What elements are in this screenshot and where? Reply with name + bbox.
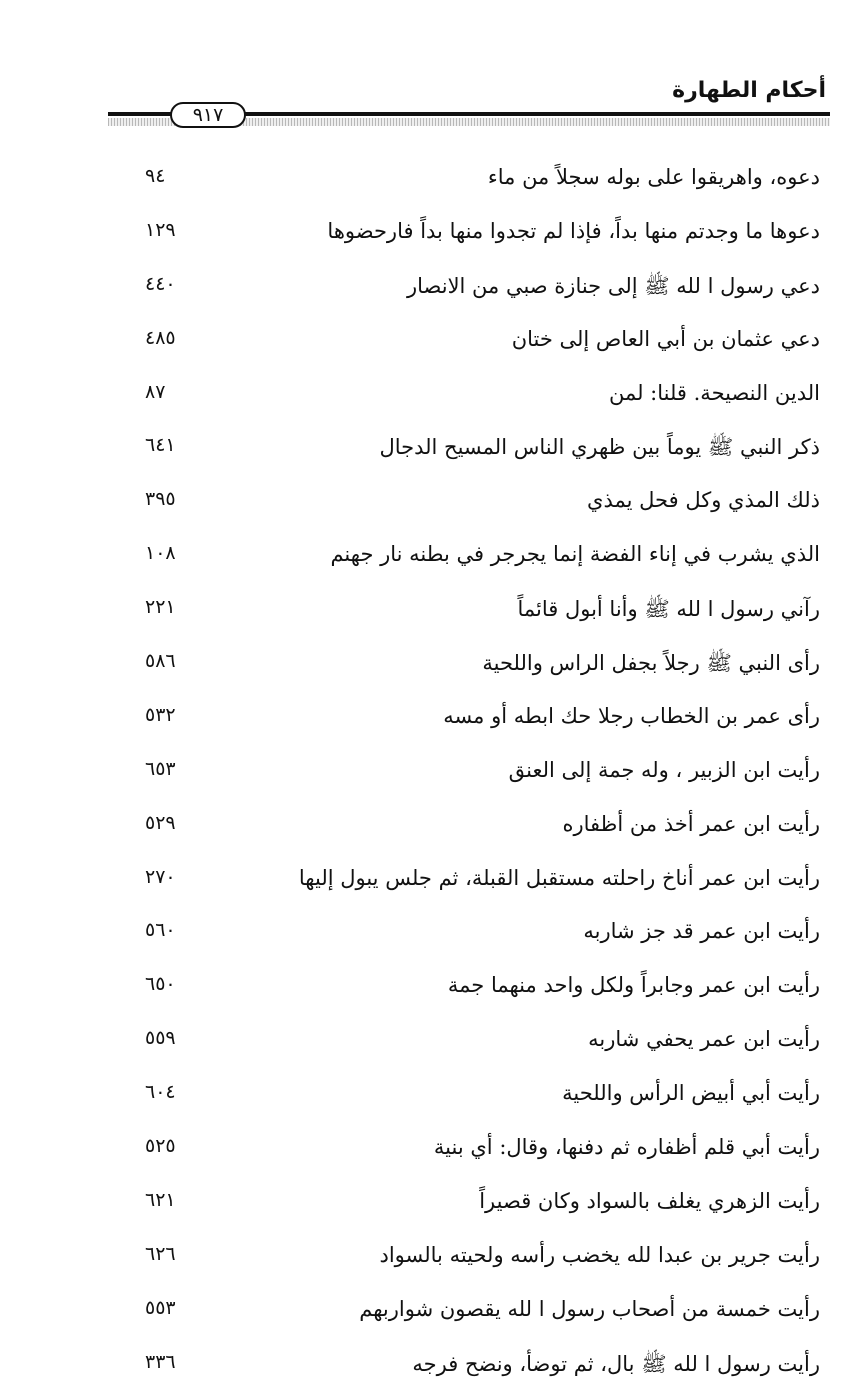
index-entry-text: دعي رسول ا لله ﷺ إلى جنازة صبي من الانصار <box>406 273 820 298</box>
index-entry-page: ٥٣٢ <box>145 703 176 726</box>
index-entry-page: ٥٦٠ <box>145 919 176 942</box>
index-row <box>120 209 820 263</box>
index-row <box>120 1125 820 1179</box>
index-entry-page: ٥٢٩ <box>145 811 176 834</box>
index-entry-text: دعوه، واهريقوا على بوله سجلاً من ماء <box>487 165 820 189</box>
index-entry-text: الدين النصيحة. قلنا: لمن <box>608 380 820 405</box>
index-row <box>120 1233 820 1287</box>
index-row <box>120 371 820 425</box>
index-entry-text: ذلك المذي وكل فحل يمذي <box>587 488 820 513</box>
index-row <box>120 963 820 1017</box>
index-row <box>120 424 820 478</box>
index-row <box>120 478 820 532</box>
index-entry-page: ٦٢١ <box>145 1188 176 1211</box>
index-entry-page: ٨٧ <box>145 380 166 403</box>
index-entry-text: رأيت ابن عمر وجابراً ولكل واحد منهما جمة <box>447 973 820 998</box>
index-row <box>120 748 820 802</box>
index-entry-page: ٤٨٥ <box>145 326 176 349</box>
index-entry-text: رأى النبي ﷺ رجلاً بجفل الراس واللحية <box>482 651 820 676</box>
index-entry-page: ٤٤٠ <box>145 272 176 295</box>
index-entry-page: ٩٤ <box>145 165 166 187</box>
index-entry-text: رأيت خمسة من أصحاب رسول ا لله يقصون شواربهم <box>359 1296 820 1321</box>
index-entry-page: ٥٢٥ <box>145 1135 176 1158</box>
index-row <box>120 802 820 856</box>
index-entry-text: رأيت ابن عمر يحفي شاربه <box>588 1027 820 1052</box>
index-entry-text: رأيت الزهري يغلف بالسواد وكان قصيراً <box>479 1188 820 1213</box>
index-entry-text: رأيت رسول ا لله ﷺ بال، ثم توضأ، ونضح فرجه <box>412 1351 820 1376</box>
index-entry-text: دعوها ما وجدتم منها بداً، فإذا لم تجدوا منها بداً فارحضوها <box>327 218 820 243</box>
page-number-badge: ٩١٧ <box>170 102 246 128</box>
index-entry-page: ٢٢١ <box>145 596 176 619</box>
index-entry-page: ٦٢٦ <box>145 1242 176 1265</box>
index-entry-text: رأيت أبي أبيض الرأس واللحية <box>562 1081 820 1106</box>
index-entry-text: رأيت أبي قلم أظفاره ثم دفنها، وقال: أي بنية <box>433 1135 820 1160</box>
index-row <box>120 694 820 748</box>
index-row <box>120 263 820 317</box>
index-entry-page: ٦٥٣ <box>145 757 176 780</box>
index-row <box>120 532 820 586</box>
index-entry-text: رأيت ابن الزبير ، وله جمة إلى العنق <box>508 757 820 782</box>
index-entry-page: ١٢٩ <box>145 218 176 241</box>
index-row <box>120 909 820 963</box>
index-row <box>120 1341 820 1394</box>
index-row <box>120 1287 820 1341</box>
index-entry-page: ٥٥٩ <box>145 1027 176 1050</box>
index-entry-page: ٥٨٦ <box>145 650 176 673</box>
index-row <box>120 1179 820 1233</box>
index-entry-text: دعي عثمان بن أبي العاص إلى ختان <box>511 326 820 351</box>
index-row <box>120 317 820 371</box>
index-list <box>120 155 820 1394</box>
index-entry-text: رأيت جرير بن عبدا لله يخضب رأسه ولحيته بالسواد <box>379 1242 820 1267</box>
index-row <box>120 1071 820 1125</box>
index-entry-text: رأيت ابن عمر قد جز شاربه <box>583 919 820 944</box>
index-entry-text: رآني رسول ا لله ﷺ وأنا أبول قائماً <box>517 597 820 622</box>
index-entry-text: الذي يشرب في إناء الفضة إنما يجرجر في بطنه نار جهنم <box>330 542 820 567</box>
index-entry-page: ٣٣٦ <box>145 1350 176 1373</box>
index-entry-text: ذكر النبي ﷺ يوماً بين ظهري الناس المسيح الدجال <box>379 435 820 460</box>
index-entry-page: ٢٧٠ <box>145 865 176 888</box>
index-entry-text: رأى عمر بن الخطاب رجلا حك ابطه أو مسه <box>443 703 820 728</box>
index-entry-page: ٣٩٥ <box>145 488 176 511</box>
index-entry-page: ٥٥٣ <box>145 1296 176 1319</box>
index-entry-page: ١٠٨ <box>145 542 176 565</box>
index-row <box>120 640 820 694</box>
index-entry-page: ٦٠٤ <box>145 1081 176 1104</box>
index-row <box>120 856 820 910</box>
index-row <box>120 586 820 640</box>
index-entry-text: رأيت ابن عمر أناخ راحلته مستقبل القبلة، ثم جلس يبول إليها <box>298 865 820 890</box>
index-row <box>120 1017 820 1071</box>
index-entry-page: ٦٥٠ <box>145 973 176 996</box>
index-entry-page: ٦٤١ <box>145 434 176 457</box>
index-row <box>120 155 820 209</box>
running-title: أحكام الطهارة <box>672 78 826 103</box>
index-entry-text: رأيت ابن عمر أخذ من أظفاره <box>562 811 820 836</box>
